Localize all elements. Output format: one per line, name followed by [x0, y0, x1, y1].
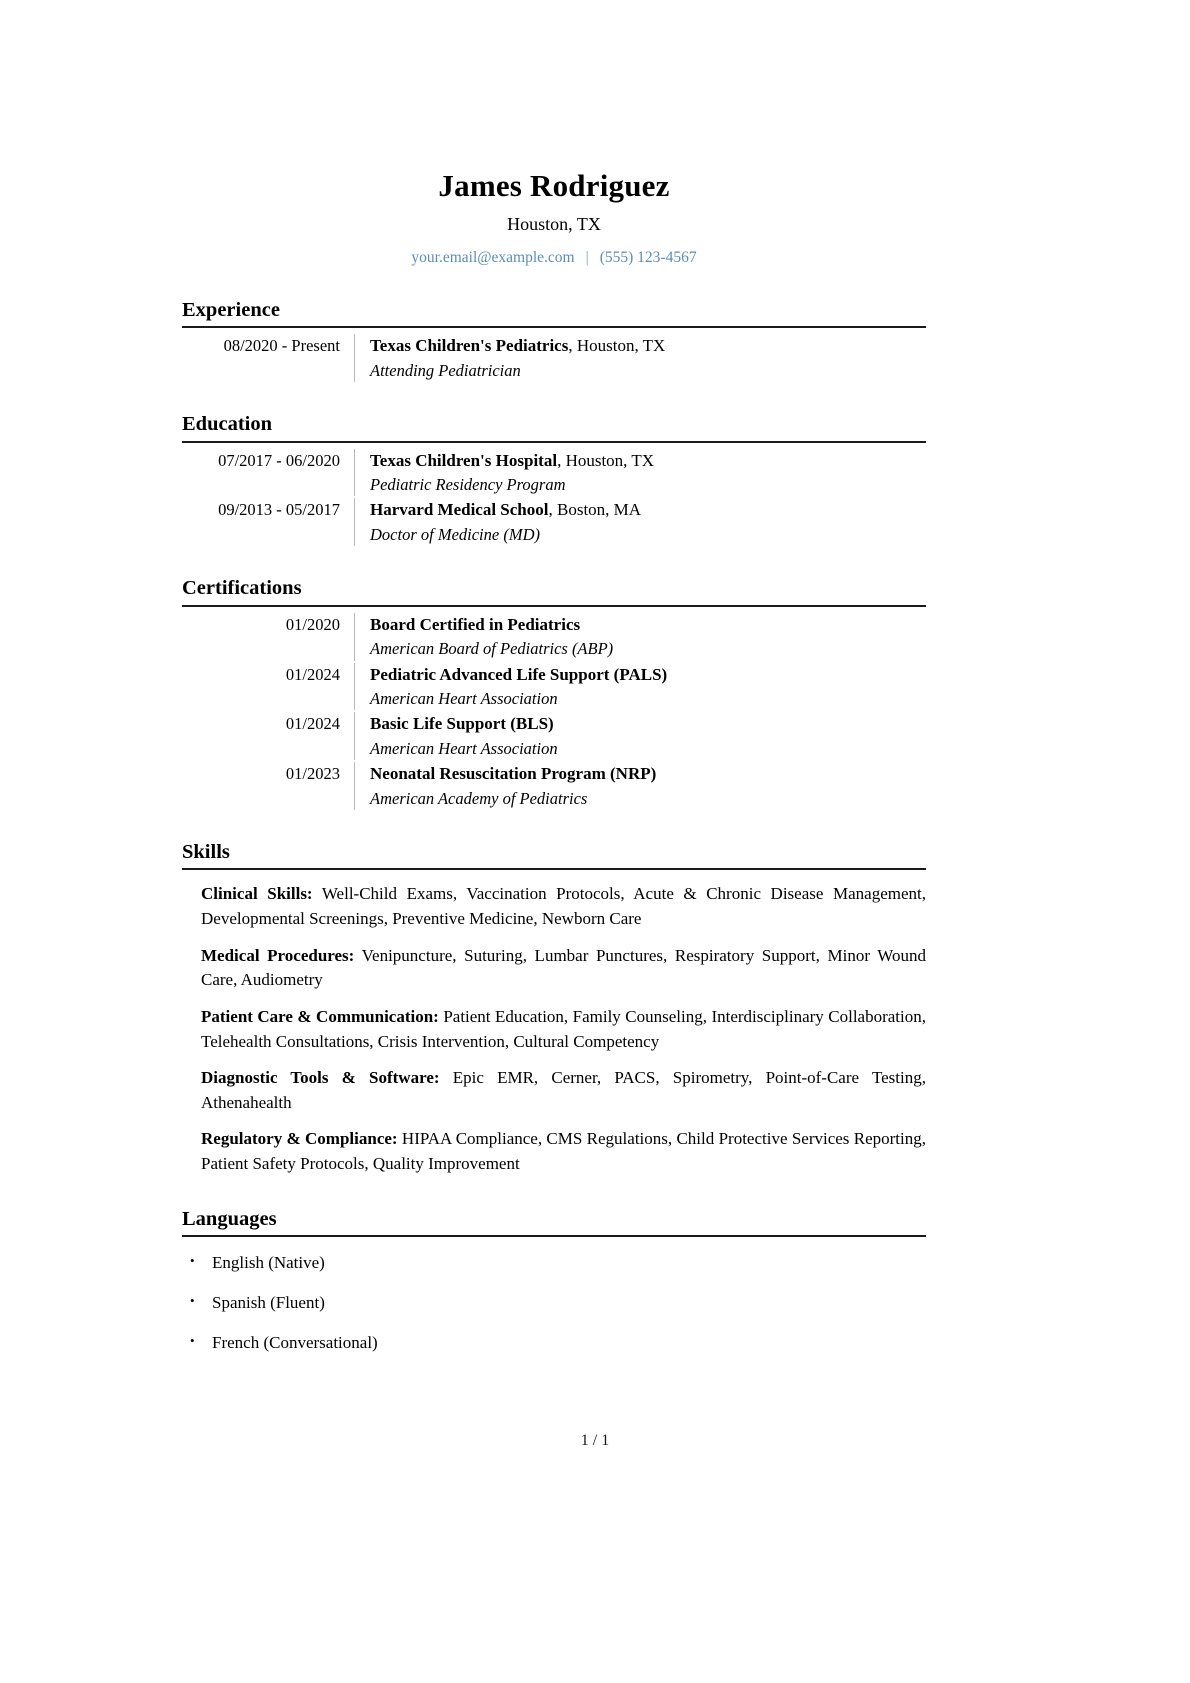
entry-organization: Harvard Medical School [370, 500, 549, 520]
section-title-education: Education [182, 413, 272, 436]
entry-location: , Houston, TX [568, 336, 666, 356]
skill-category: Patient Care & Communication: [201, 1006, 439, 1026]
certification-entry [182, 762, 926, 810]
entry-organization: Pediatric Advanced Life Support (PALS) [370, 664, 668, 684]
entry-primary [370, 762, 926, 787]
education-entry [182, 498, 926, 546]
skill-group [201, 1127, 926, 1176]
skill-items: Venipuncture, Suturing, Lumbar Punctures, Respiratory Support, Minor Wound Care, Audiometry [201, 945, 926, 990]
skill-items: Patient Education, Family Counseling, Interdisciplinary Collaboration, Telehealth Consultations, Crisis Intervention, Cultural Competency [201, 1006, 926, 1051]
entry-role: Attending Pediatrician [370, 361, 521, 381]
skill-category: Clinical Skills: [201, 884, 313, 904]
entry-primary [370, 663, 926, 688]
entry-body [354, 613, 926, 661]
certification-entry [182, 663, 926, 711]
entry-date: 09/2013 - 05/2017 [218, 500, 340, 520]
entry-date: 01/2023 [285, 764, 340, 784]
page-indicator: 1 / 1 [580, 1432, 610, 1449]
candidate-name: James Rodriguez [438, 168, 670, 203]
section-title-experience: Experience [182, 298, 280, 321]
entry-date: 07/2017 - 06/2020 [218, 450, 340, 470]
entry-date: 01/2020 [285, 614, 340, 634]
entry-primary [370, 613, 926, 638]
entry-issuer: American Board of Pediatrics (ABP) [370, 639, 614, 659]
education-entry [182, 449, 926, 497]
section-education [182, 412, 926, 546]
section-title-certifications: Certifications [182, 577, 302, 600]
language-label: English (Native) [212, 1253, 325, 1273]
section-experience [182, 298, 926, 382]
entry-organization: Texas Children's Hospital [370, 450, 558, 470]
skill-category: Diagnostic Tools & Software: [201, 1068, 440, 1088]
skill-group [201, 1005, 926, 1054]
section-divider [182, 868, 926, 870]
entry-organization: Board Certified in Pediatrics [370, 614, 581, 634]
candidate-location: Houston, TX [507, 213, 601, 234]
section-divider [182, 441, 926, 443]
language-label: French (Conversational) [212, 1332, 378, 1352]
entry-role: Doctor of Medicine (MD) [370, 525, 540, 545]
entry-body [354, 663, 926, 711]
entry-date: 01/2024 [285, 664, 340, 684]
section-divider [182, 605, 926, 607]
skill-group [201, 882, 926, 931]
entry-issuer: American Heart Association [370, 689, 558, 709]
language-list [182, 1243, 926, 1362]
section-divider [182, 326, 926, 328]
entry-body [354, 712, 926, 760]
language-label: Spanish (Fluent) [212, 1293, 325, 1313]
entry-location: , Houston, TX [557, 450, 655, 470]
bullet-icon: • [190, 1293, 195, 1309]
section-title-languages: Languages [182, 1207, 277, 1230]
section-divider [182, 1235, 926, 1237]
section-skills [182, 840, 926, 1177]
section-certifications [182, 576, 926, 810]
entry-role: Pediatric Residency Program [370, 475, 566, 495]
section-title-skills: Skills [182, 840, 230, 863]
entry-primary [370, 334, 926, 359]
skill-category: Regulatory & Compliance: [201, 1129, 398, 1149]
experience-entry [182, 334, 926, 382]
entry-organization: Basic Life Support (BLS) [370, 714, 554, 734]
list-item [182, 1243, 926, 1283]
bullet-icon: • [190, 1332, 195, 1348]
bullet-icon: • [190, 1253, 195, 1269]
entry-organization: Texas Children's Pediatrics [370, 336, 569, 356]
entry-body [354, 762, 926, 810]
skill-group [201, 1066, 926, 1115]
entry-issuer: American Academy of Pediatrics [370, 788, 588, 808]
entry-date: 08/2020 - Present [223, 336, 340, 356]
entry-date: 01/2024 [285, 714, 340, 734]
entry-primary [370, 498, 926, 523]
entry-location: , Boston, MA [548, 500, 642, 520]
entry-primary [370, 449, 926, 474]
skill-group [201, 944, 926, 993]
certification-entry [182, 613, 926, 661]
contact-separator: | [585, 249, 589, 267]
resume-content [182, 0, 926, 1363]
section-languages [182, 1207, 926, 1363]
email-link[interactable]: your.email@example.com [411, 249, 575, 267]
resume-header [182, 0, 926, 268]
skill-items: Epic EMR, Cerner, PACS, Spirometry, Point-of-Care Testing, Athenahealth [201, 1068, 926, 1112]
list-item [182, 1323, 926, 1363]
entry-body [354, 498, 926, 546]
certification-entry [182, 712, 926, 760]
entry-primary [370, 712, 926, 737]
phone-link[interactable]: (555) 123-4567 [599, 249, 697, 267]
entry-organization: Neonatal Resuscitation Program (NRP) [370, 764, 657, 784]
skill-items: Well-Child Exams, Vaccination Protocols, Acute & Chronic Disease Management, Developmental Screenings, Preventive Medicine, Newborn Care [201, 884, 926, 928]
entry-body [354, 449, 926, 497]
skill-category: Medical Procedures: [201, 945, 355, 965]
contact-line [182, 249, 926, 268]
skill-items: HIPAA Compliance, CMS Regulations, Child Protective Services Reporting, Patient Safety Protocols, Quality Improvement [201, 1129, 926, 1174]
entry-issuer: American Heart Association [370, 738, 558, 758]
list-item [182, 1283, 926, 1323]
entry-body [354, 334, 926, 382]
